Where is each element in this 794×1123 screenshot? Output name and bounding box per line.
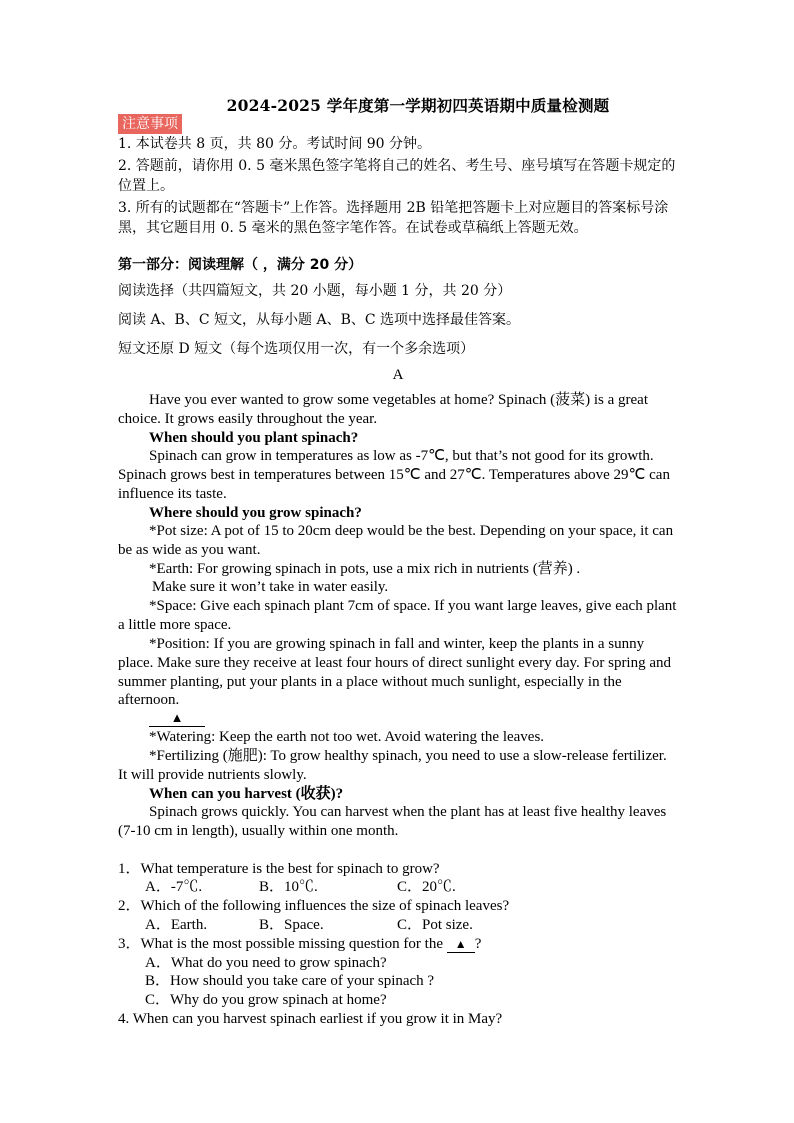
paragraph-earth-cont: Make sure it won’t take in water easily. [152, 579, 389, 595]
paragraph-fertilizing: *Fertilizing (施肥): To grow healthy spinach, you need to use a slow-release fertilizer. It will provide nutrients slowly. [118, 748, 667, 783]
question-3 [118, 935, 481, 954]
note-2: 2. 答题前，请你用 0. 5 毫米黑色签字笔将自己的姓名、考生号、座号填写在答题卡规定的位置上。 [118, 158, 676, 194]
heading-harvest: When can you harvest (收获)? [149, 786, 344, 802]
paragraph-earth: *Earth: For growing spinach in pots, use a mix rich in nutrients (营养) . [149, 561, 581, 577]
paragraph-watering: *Watering: Keep the earth not too wet. Avoid watering the leaves. [149, 729, 545, 745]
missing-heading-blank [149, 709, 709, 728]
q3-end: ? [474, 936, 482, 952]
paragraph-temperature: Spinach can grow in temperatures as low as -7℃, but that’s not good for its growth. Spinach grows best in temperatures between 15℃ and 27℃. Temperatures above 29℃ can influence its taste. [118, 448, 670, 502]
exam-title: 2024-2025 学年度第一学期初四英语期中质量检测题 [226, 96, 610, 115]
notice-badge: 注意事项 [118, 114, 182, 134]
q2-option-c: C．Pot size. [397, 917, 473, 933]
passage-intro: Have you ever wanted to grow some vegetables at home? Spinach (菠菜) is a great choice. It grows easily throughout the year. [118, 392, 648, 427]
part1-line-1: 阅读选择（共四篇短文，共 20 小题，每小题 1 分，共 20 分） [118, 283, 512, 299]
q3-blank-mark: ▲ [447, 937, 475, 953]
paragraph-harvest: Spinach grows quickly. You can harvest when the plant has at least five healthy leaves (7-10 cm in length), usually within one month. [118, 804, 667, 839]
q1-option-c: C．20℃. [397, 879, 456, 895]
question-2: 2．Which of the following influences the size of spinach leaves? [118, 898, 510, 914]
note-1: 1. 本试卷共 8 页，共 80 分。考试时间 90 分钟。 [118, 136, 432, 152]
heading-where-grow: Where should you grow spinach? [149, 505, 362, 521]
part1-line-3: 短文还原 D 短文（每个选项仅用一次，有一个多余选项） [118, 341, 475, 357]
part1-heading: 第一部分：阅读理解（ ，满分 20 分） [118, 257, 363, 273]
q1-option-a: A．-7℃. [145, 879, 203, 895]
paragraph-position: *Position: If you are growing spinach in fall and winter, keep the plants in a sunny place. Make sure they receive at least four hours of direct sunlight every day. For spring and summer planting, put your plants in a place without much sunlight, especially in the afternoon. [118, 636, 672, 709]
question-4: 4. When can you harvest spinach earliest if you grow it in May? [118, 1011, 503, 1027]
part1-line-2: 阅读 A、B、C 短文，从每小题 A、B、C 选项中选择最佳答案。 [118, 312, 521, 328]
q3-text: 3．What is the most possible missing question for the [118, 936, 447, 952]
blank-triangle-mark: ▲ [149, 710, 205, 727]
q3-option-a: A．What do you need to grow spinach? [145, 955, 387, 971]
heading-when-plant: When should you plant spinach? [149, 430, 359, 446]
q3-option-c: C．Why do you grow spinach at home? [145, 992, 387, 1008]
paragraph-pot-size: *Pot size: A pot of 15 to 20cm deep would be the best. Depending on your space, it can be as wide as you want. [118, 523, 674, 558]
q1-option-b: B．10℃. [259, 879, 318, 895]
paragraph-space: *Space: Give each spinach plant 7cm of space. If you want large leaves, give each plant a little more space. [118, 598, 677, 633]
passage-label: A [392, 367, 404, 383]
question-1: 1．What temperature is the best for spinach to grow? [118, 861, 440, 877]
q3-option-b: B．How should you take care of your spinach ? [145, 973, 435, 989]
q2-option-b: B．Space. [259, 917, 324, 933]
q2-option-a: A．Earth. [145, 917, 208, 933]
note-3: 3. 所有的试题都在“答题卡”上作答。选择题用 2B 铅笔把答题卡上对应题目的答案标号涂黑，其它题目用 0. 5 毫米的黑色签字笔作答。在试卷或草稿纸上答题无效。 [118, 200, 669, 236]
